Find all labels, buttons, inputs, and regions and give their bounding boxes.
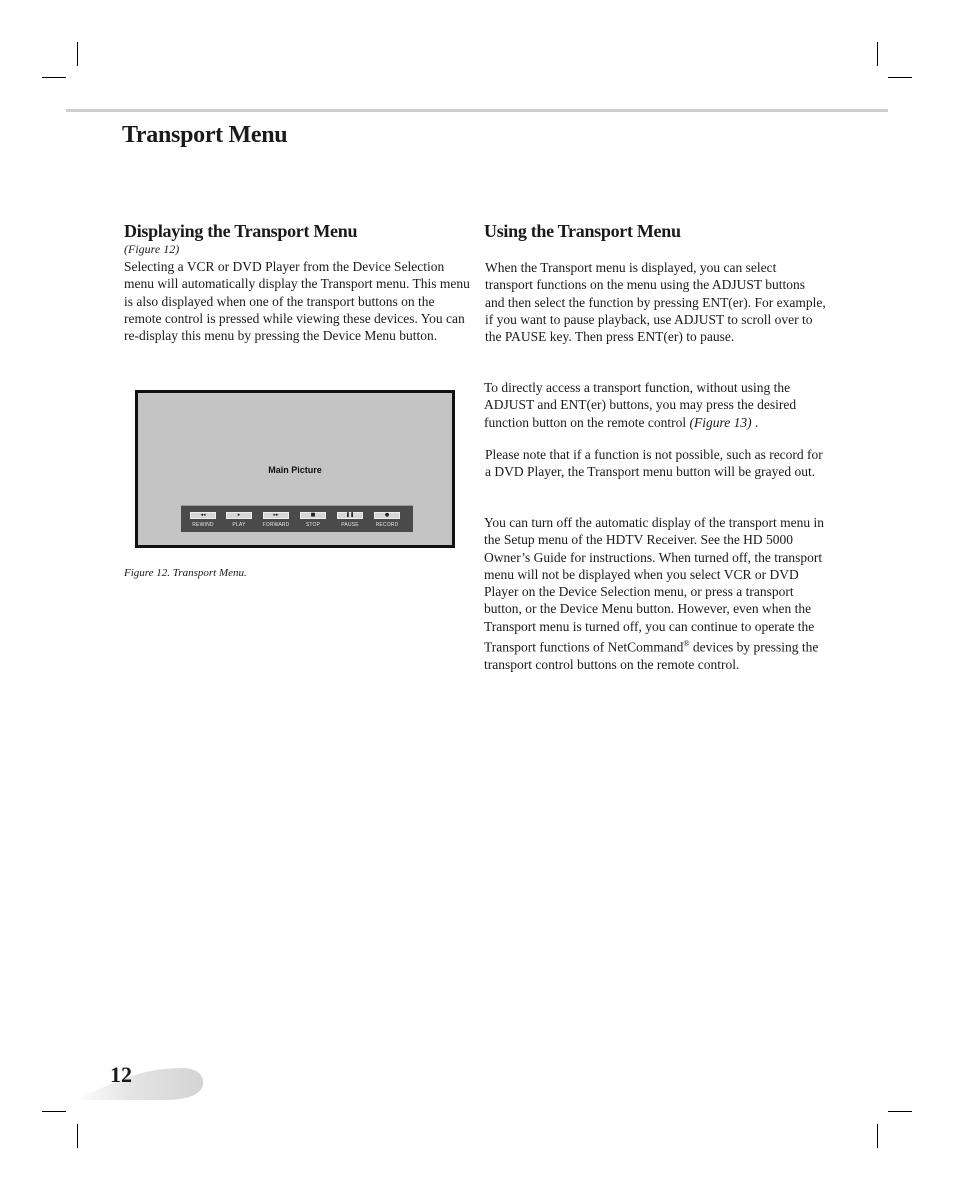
registered-mark: ®	[683, 639, 690, 649]
figure-13-reference: (Figure 13)	[689, 414, 752, 430]
rewind-label: REWIND	[192, 522, 214, 528]
using-paragraph-4	[484, 514, 830, 673]
play-icon: ▸	[226, 512, 252, 519]
main-picture-label: Main Picture	[268, 465, 322, 475]
forward-button	[258, 506, 294, 533]
crop-mark	[877, 42, 878, 66]
paragraph-text: .	[751, 414, 759, 430]
using-paragraph-3: Please note that if a function is not possible, such as record for a DVD Player, the Transport menu button will be grayed out.	[485, 447, 823, 480]
crop-mark	[888, 77, 912, 78]
pause-icon: ❚❚	[337, 512, 363, 519]
crop-mark	[77, 1124, 78, 1148]
play-label: PLAY	[232, 522, 246, 528]
forward-icon: ▸▸	[263, 512, 289, 519]
pause-button	[332, 506, 368, 533]
paragraph-text: To directly access a transport function, without using the ADJUST and ENT(er) buttons, you may press the desired function button on the remote control	[484, 380, 797, 430]
paragraph-text: You can turn off the automatic display of the transport menu in the Setup menu of the HDTV Receiver. See the HD 5000 Owner’s Guide for instructions. When turned off, the transport menu will not be displayed when you select VCR or DVD Player on the Device Selection menu, or press a transport button, or the Device Menu button. However, even when the Transport menu is turned off, you can continue to operate the Transport functions of NetCommand	[484, 515, 824, 655]
transport-bar	[181, 505, 413, 532]
section-heading-using: Using the Transport Menu	[484, 221, 681, 241]
forward-label: FORWARD	[262, 522, 290, 528]
rewind-icon: ◂◂	[190, 512, 216, 519]
record-label: RECORD	[375, 522, 399, 528]
displaying-paragraph: Selecting a VCR or DVD Player from the Device Selection menu will automatically display the Transport menu. This menu is also displayed when one of the transport buttons on the remote control is pressed while viewing these devices. You can re-display this menu by pressing the Device Menu button.	[124, 259, 470, 344]
tv-screen	[138, 393, 452, 545]
using-paragraph-2	[484, 379, 829, 431]
rewind-button	[185, 506, 221, 533]
stop-icon: ■	[300, 512, 326, 519]
record-button	[369, 506, 405, 533]
page-number: 12	[110, 1062, 132, 1087]
record-icon: ●	[374, 512, 400, 519]
crop-mark	[42, 1111, 66, 1112]
transport-menu-figure	[135, 390, 455, 548]
page-number-swoosh-icon	[70, 1062, 204, 1102]
crop-mark	[877, 1124, 878, 1148]
section-heading-displaying: Displaying the Transport Menu	[124, 221, 358, 241]
play-button	[221, 506, 257, 533]
pause-label: PAUSE	[341, 522, 359, 528]
stop-button	[295, 506, 331, 533]
header-rule	[66, 109, 888, 112]
figure-caption: Figure 12. Transport Menu.	[124, 567, 247, 579]
crop-mark	[77, 42, 78, 66]
stop-label: STOP	[305, 522, 321, 528]
paragraph-text: devices by pressing the transport control buttons on the remote control.	[484, 639, 819, 672]
using-paragraph-1: When the Transport menu is displayed, you can select transport functions on the menu using the ADJUST buttons and then select the function by pressing ENT(er). For example, if you want to pause playback, use ADJUST to scroll over to the PAUSE key. Then press ENT(er) to pause.	[485, 260, 826, 345]
crop-mark	[42, 77, 66, 78]
figure-reference: (Figure 12)	[124, 242, 180, 256]
crop-mark	[888, 1111, 912, 1112]
page-title: Transport Menu	[122, 122, 288, 148]
